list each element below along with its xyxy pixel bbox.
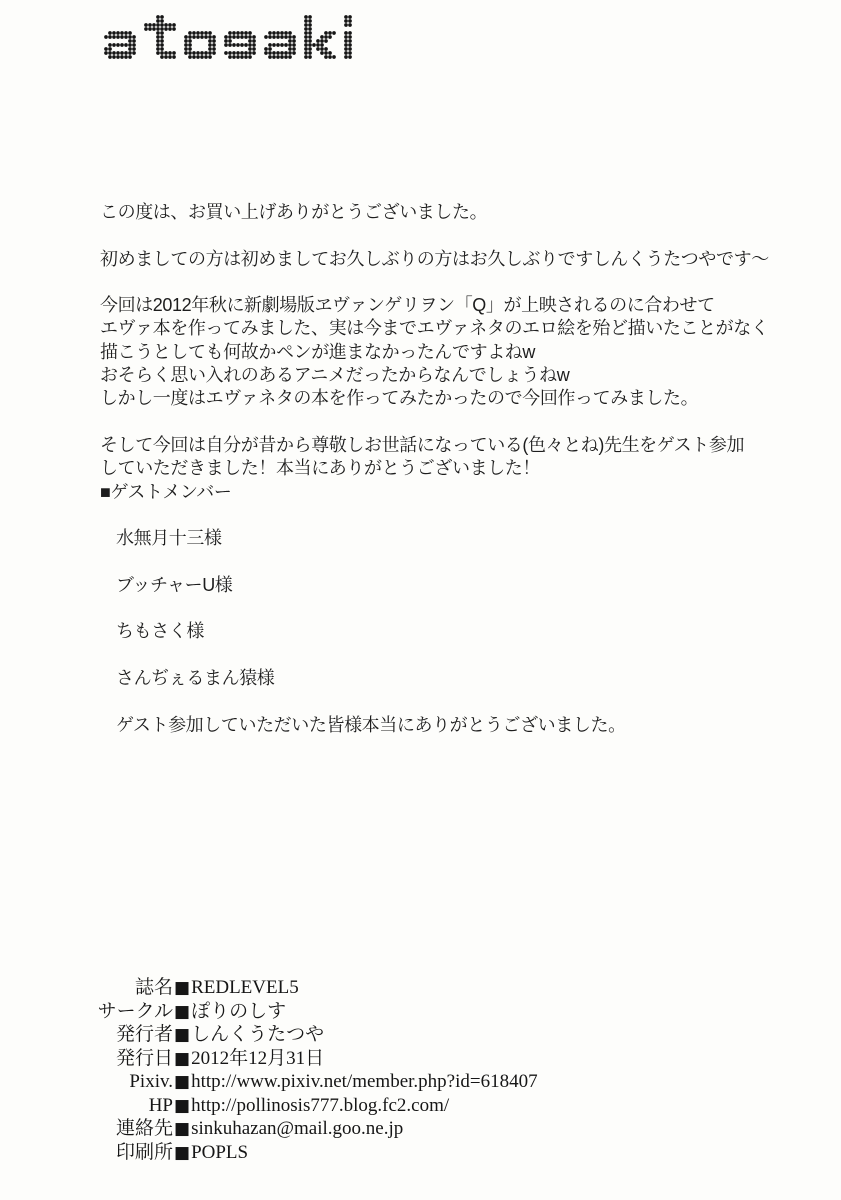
colophon-row — [0, 1047, 700, 1071]
blank-line — [100, 271, 800, 294]
colophon-value: REDLEVEL5 — [191, 977, 299, 998]
black-square-separator: ■ — [174, 1142, 191, 1163]
colophon-row — [0, 1141, 700, 1165]
black-square-separator: ■ — [174, 1025, 191, 1045]
blank-line — [100, 644, 800, 667]
colophon-row — [0, 1117, 700, 1141]
body-text-line: そして今回は自分が昔から尊敬しお世話になっている(色々とね)先生をゲスト参加 — [100, 434, 745, 455]
blank-line — [100, 597, 800, 620]
colophon-label: 連絡先 — [115, 1118, 173, 1139]
blank-line — [100, 504, 800, 527]
body-text-line: ■ゲストメンバー — [100, 481, 232, 502]
body-text-line: 今回は2012年秋に新劇場版ヱヴァンゲリヲン「Q」が上映されるのに合わせて — [100, 295, 715, 316]
colophon-row — [0, 1000, 700, 1024]
colophon-value: sinkuhazan@mail.goo.ne.jp — [191, 1118, 404, 1139]
blank-line — [100, 224, 800, 247]
colophon-label: HP — [148, 1094, 173, 1116]
colophon-value: しんくうたつや — [191, 1024, 325, 1045]
guest-name: 水無月十三様 — [116, 528, 222, 549]
body-text-line: エヴァ本を作ってみました、実は今までエヴァネタのエロ絵を殆ど描いたことがなく — [100, 318, 769, 339]
colophon-value: POPLS — [191, 1141, 249, 1163]
body-text-line: 初めましての方は初めましてお久しぶりの方はお久しぶりですしんくうたつやです～ — [100, 248, 769, 269]
colophon-label: 誌名 — [134, 977, 173, 998]
black-square-separator: ■ — [174, 1001, 191, 1022]
body-text-line: しかし一度はエヴァネタの本を作ってみたかったので今回作ってみました。 — [100, 388, 699, 409]
black-square-separator: ■ — [174, 978, 191, 998]
colophon-label: 発行日 — [115, 1047, 173, 1069]
body-text-line: していただきました！本当にありがとうございました！ — [100, 458, 540, 479]
body-text-line: 描こうとしても何故かペンが進まなかったんですよねw — [100, 341, 535, 362]
body-text-line: この度は、お買い上げありがとうございました。 — [100, 202, 488, 222]
black-square-separator: ■ — [174, 1119, 191, 1139]
atogaki-dot-matrix-title — [104, 15, 360, 63]
black-square-separator: ■ — [174, 1095, 191, 1116]
black-square-separator: ■ — [174, 1072, 191, 1092]
colophon-value: 2012年12月31日 — [191, 1047, 325, 1069]
page-title — [104, 15, 360, 68]
black-square-separator: ■ — [174, 1048, 191, 1069]
colophon-label: Pixiv. — [129, 1071, 173, 1092]
guest-name: ちもさく様 — [116, 621, 204, 642]
body-text-line: ゲスト参加していただいた皆様本当にありがとうございました。 — [116, 714, 626, 735]
colophon-value: ぽりのしす — [191, 1000, 287, 1022]
colophon — [0, 976, 700, 1164]
blank-line — [100, 550, 800, 573]
colophon-value: http://pollinosis777.blog.fc2.com/ — [191, 1094, 450, 1116]
afterword-body-text — [100, 201, 800, 737]
colophon-row — [0, 1023, 700, 1047]
blank-line — [100, 411, 800, 434]
colophon-value: http://www.pixiv.net/member.php?id=618407 — [191, 1071, 538, 1092]
colophon-row — [0, 976, 700, 1000]
guest-name: さんぢぇるまん猿様 — [116, 667, 275, 688]
colophon-label: 発行者 — [115, 1024, 173, 1045]
guest-name: ブッチャーU様 — [116, 574, 233, 595]
body-text-line: おそらく思い入れのあるアニメだったからなんでしょうねw — [100, 365, 570, 386]
colophon-label: サークル — [97, 1000, 173, 1022]
colophon-row — [0, 1094, 700, 1118]
blank-line — [100, 690, 800, 713]
colophon-label: 印刷所 — [115, 1141, 173, 1163]
colophon-row — [0, 1070, 700, 1094]
